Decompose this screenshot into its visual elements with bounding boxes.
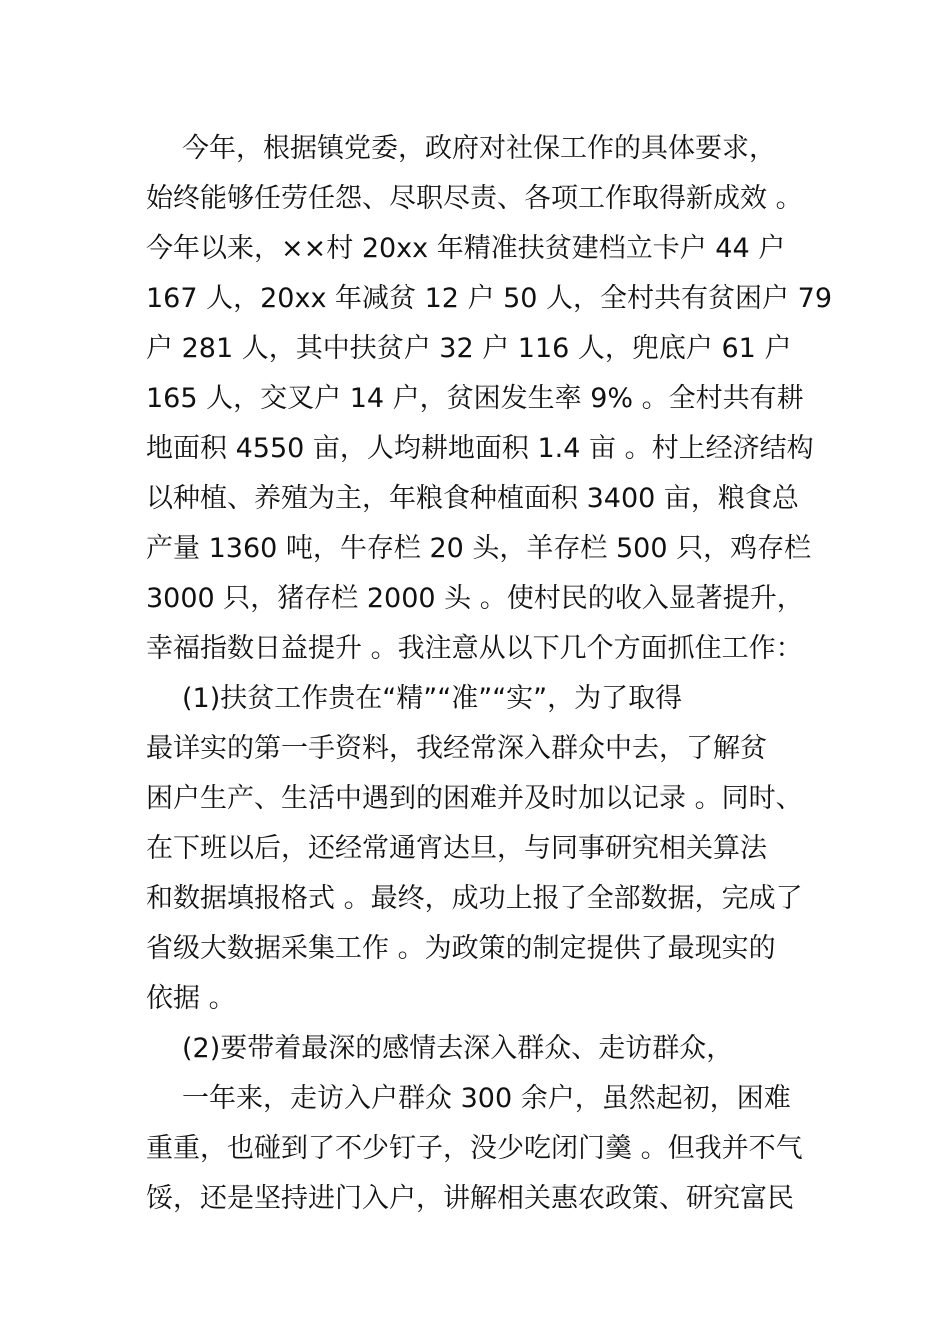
text-line: 馁，还是坚持进门入户，讲解相关惠农政策、研究富民 — [146, 1183, 794, 1214]
text-line: 产量 1360 吨，牛存栏 20 头，羊存栏 500 只，鸡存栏 — [146, 533, 812, 564]
text-line: (1)扶贫工作贵在“精”“准”“实”，为了取得 — [182, 683, 683, 714]
text-line: 困户生产、生活中遇到的困难并及时加以记录 。同时、 — [146, 783, 803, 814]
text-line: 以种植、养殖为主，年粮食种植面积 3400 亩，粮食总 — [146, 483, 799, 514]
text-line: 今年，根据镇党委，政府对社保工作的具体要求， — [182, 133, 776, 164]
text-line: 最详实的第一手资料，我经常深入群众中去，了解贫 — [146, 733, 767, 764]
text-line: 和数据填报格式 。最终，成功上报了全部数据，完成了 — [146, 883, 803, 914]
text-line: 幸福指数日益提升 。我注意从以下几个方面抓住工作： — [146, 633, 803, 664]
text-line: 重重，也碰到了不少钉子，没少吃闭门羹 。但我并不气 — [146, 1133, 803, 1164]
text-line: 在下班以后，还经常通宵达旦，与同事研究相关算法 — [146, 833, 767, 864]
text-line: 167 人，20xx 年减贫 12 户 50 人，全村共有贫困户 79 — [146, 283, 832, 314]
text-line: 一年来，走访入户群众 300 余户，虽然起初，困难 — [182, 1083, 791, 1114]
text-line: 省级大数据采集工作 。为政策的制定提供了最现实的 — [146, 933, 776, 964]
text-line: 户 281 人，其中扶贫户 32 户 116 人，兜底户 61 户 — [146, 333, 792, 364]
text-line: (2)要带着最深的感情去深入群众、走访群众， — [182, 1033, 734, 1064]
text-line: 3000 只，猪存栏 2000 头 。使村民的收入显著提升， — [146, 583, 804, 614]
body-text — [146, 124, 832, 1224]
text-line: 165 人，交叉户 14 户，贫困发生率 9% 。全村共有耕 — [146, 383, 804, 414]
text-line: 今年以来，××村 20xx 年精准扶贫建档立卡户 44 户 — [146, 233, 786, 264]
text-line: 始终能够任劳任怨、尽职尽责、各项工作取得新成效 。 — [146, 183, 803, 214]
text-line: 依据 。 — [146, 983, 236, 1014]
text-line: 地面积 4550 亩，人均耕地面积 1.4 亩 。村上经济结构 — [146, 433, 814, 464]
